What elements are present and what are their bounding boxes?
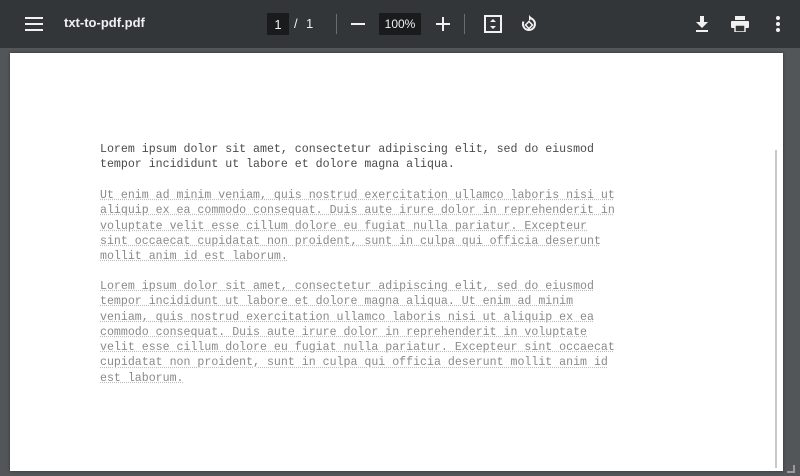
pdf-toolbar [0,0,800,48]
fit-to-page-icon[interactable] [479,10,507,38]
page-number-input[interactable] [267,13,289,35]
resize-handle-icon[interactable] [787,465,795,473]
toolbar-divider [464,14,465,34]
page-separator: / [294,16,298,31]
plus-icon[interactable] [429,10,457,38]
minus-icon[interactable] [344,10,372,38]
download-icon[interactable] [688,10,716,38]
more-vertical-icon[interactable] [764,10,792,38]
pdf-page [10,53,783,471]
page-total: 1 [306,16,314,31]
document-paragraph: Lorem ipsum dolor sit amet, consectetur adipiscing elit, sed do eiusmod tempor incididunt ut labore et dolore magna aliqua. [100,143,594,172]
toolbar-divider [336,14,337,34]
print-icon[interactable] [726,10,754,38]
vertical-scrollbar[interactable] [775,150,777,468]
zoom-input[interactable] [379,13,421,35]
document-title: txt-to-pdf.pdf [64,15,145,30]
document-paragraph: Lorem ipsum dolor sit amet, consectetur adipiscing elit, sed do eiusmod tempor incididunt ut labore et dolore magna aliqua. Ut enim ad minim veniam, quis nostrud exercitation ullamco laboris nisi ut aliquip ex ea commodo consequat. Duis aute irure dolor in reprehenderit in voluptate velit esse cillum dolore eu fugiat nulla pariatur. Excepteur sint occaecat cupidatat non proident, sunt in culpa qui officia deserunt mollit anim id est laborum. [100,280,615,385]
rotate-icon[interactable] [515,10,543,38]
document-paragraph: Ut enim ad minim veniam, quis nostrud exercitation ullamco laboris nisi ut aliquip ex ea commodo consequat. Duis aute irure dolor in reprehenderit in voluptate velit esse cillum dolore eu fugiat nulla pariatur. Excepteur sint occaecat cupidatat non proident, sunt in culpa qui officia deserunt mollit anim id est laborum. [100,189,615,264]
menu-icon[interactable] [20,10,48,38]
